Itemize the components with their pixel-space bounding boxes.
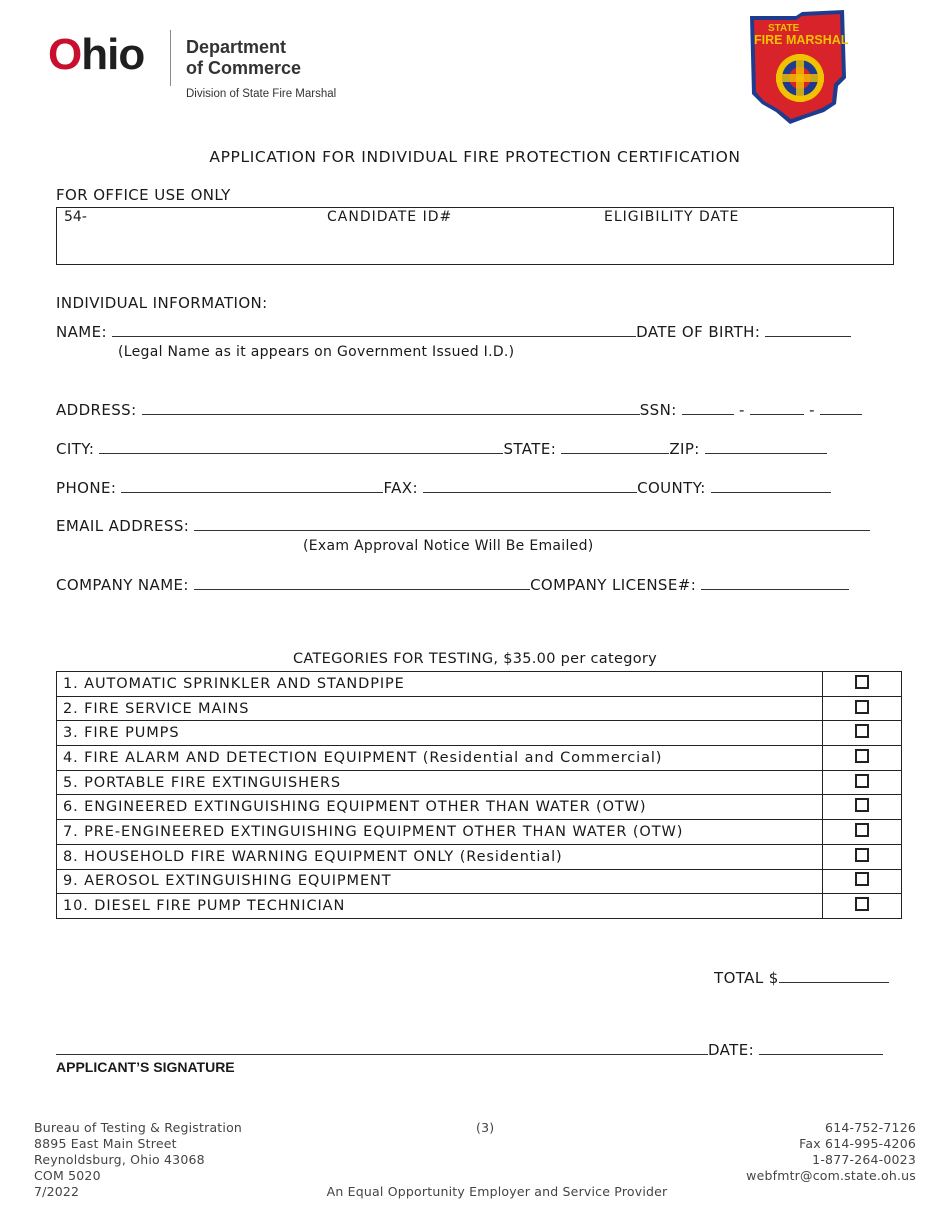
category-label: 7. PRE-ENGINEERED EXTINGUISHING EQUIPMENT OTHER THAN WATER (OTW) — [57, 820, 823, 845]
address-row — [56, 401, 862, 419]
category-checkbox-cell — [823, 672, 902, 697]
category-checkbox-cell — [823, 795, 902, 820]
category-label: 4. FIRE ALARM AND DETECTION EQUIPMENT (Residential and Commercial) — [57, 746, 823, 771]
category-label: 2. FIRE SERVICE MAINS — [57, 696, 823, 721]
city-field[interactable] — [99, 440, 503, 454]
phone-row — [56, 479, 831, 497]
category-checkbox-cell — [823, 820, 902, 845]
category-row — [57, 672, 902, 697]
ohio-logo — [48, 30, 144, 80]
page-number: (3) — [476, 1120, 495, 1135]
category-row — [57, 869, 902, 894]
category-checkbox[interactable] — [855, 872, 869, 886]
category-checkbox-cell — [823, 746, 902, 771]
category-label: 1. AUTOMATIC SPRINKLER AND STANDPIPE — [57, 672, 823, 697]
footer-form-number: COM 5020 — [34, 1168, 101, 1183]
category-checkbox[interactable] — [855, 848, 869, 862]
division-name: Division of State Fire Marshal — [186, 88, 337, 100]
date-label: DATE: — [708, 1041, 755, 1059]
signature-date-field[interactable] — [759, 1041, 883, 1055]
city-label: CITY: — [56, 440, 95, 458]
total-field[interactable] — [779, 969, 889, 983]
categories-title: CATEGORIES FOR TESTING, $35.00 per category — [292, 651, 658, 667]
category-checkbox-cell — [823, 770, 902, 795]
category-row — [57, 894, 902, 919]
ssn-label: SSN: — [639, 401, 677, 419]
ssn-dash: - — [739, 401, 745, 419]
address-label: ADDRESS: — [56, 401, 137, 419]
footer-phone: 614-752-7126 — [825, 1120, 916, 1135]
category-checkbox[interactable] — [855, 749, 869, 763]
ssn-part3-field[interactable] — [820, 401, 862, 415]
state-label: STATE: — [503, 440, 557, 458]
signature-field[interactable] — [56, 1041, 708, 1055]
category-row — [57, 696, 902, 721]
categories-table — [56, 671, 902, 919]
signature-label: APPLICANT’S SIGNATURE — [56, 1059, 235, 1075]
seal-text-top: STATE — [768, 23, 800, 34]
category-checkbox-cell — [823, 894, 902, 919]
category-checkbox[interactable] — [855, 823, 869, 837]
category-label: 8. HOUSEHOLD FIRE WARNING EQUIPMENT ONLY (Residential) — [57, 844, 823, 869]
footer-email: webfmtr@com.state.oh.us — [746, 1168, 916, 1183]
individual-info-heading: INDIVIDUAL INFORMATION: — [56, 294, 268, 312]
ssn-part2-field[interactable] — [750, 401, 804, 415]
total-label: TOTAL $ — [714, 969, 779, 987]
department-name-line1: Department — [186, 37, 287, 57]
category-checkbox[interactable] — [855, 897, 869, 911]
category-row — [57, 721, 902, 746]
company-row — [56, 576, 849, 594]
category-checkbox-cell — [823, 869, 902, 894]
category-row — [57, 820, 902, 845]
footer-revision-date: 7/2022 — [34, 1184, 80, 1199]
ohio-logo-text: Ohio — [48, 30, 145, 79]
name-note: (Legal Name as it appears on Government Issued I.D.) — [118, 344, 515, 360]
department-name-line2: of Commerce — [186, 58, 302, 78]
category-checkbox[interactable] — [855, 675, 869, 689]
company-name-label: COMPANY NAME: — [56, 576, 189, 594]
logo-divider — [170, 30, 171, 86]
company-license-label: COMPANY LICENSE#: — [530, 576, 697, 594]
state-field[interactable] — [561, 440, 669, 454]
state-fire-marshal-seal — [746, 8, 850, 124]
footer-eoe: An Equal Opportunity Employer and Service Provider — [326, 1184, 668, 1199]
office-use-label: FOR OFFICE USE ONLY — [56, 186, 231, 204]
eligibility-date-label: ELIGIBILITY DATE — [604, 209, 740, 225]
category-label: 10. DIESEL FIRE PUMP TECHNICIAN — [57, 894, 823, 919]
footer-bureau: Bureau of Testing & Registration — [34, 1120, 243, 1135]
category-checkbox[interactable] — [855, 724, 869, 738]
ssn-part1-field[interactable] — [682, 401, 734, 415]
company-license-field[interactable] — [701, 576, 849, 590]
category-label: 9. AEROSOL EXTINGUISHING EQUIPMENT — [57, 869, 823, 894]
dob-field[interactable] — [765, 323, 851, 337]
email-row — [56, 517, 870, 535]
category-checkbox-cell — [823, 696, 902, 721]
phone-field[interactable] — [121, 479, 383, 493]
category-row — [57, 746, 902, 771]
footer-fax: Fax 614-995-4206 — [799, 1136, 916, 1151]
email-label: EMAIL ADDRESS: — [56, 517, 190, 535]
category-row — [57, 844, 902, 869]
email-note: (Exam Approval Notice Will Be Emailed) — [303, 538, 594, 554]
zip-label: ZIP: — [669, 440, 700, 458]
phone-label: PHONE: — [56, 479, 117, 497]
name-field[interactable] — [112, 323, 636, 337]
category-checkbox[interactable] — [855, 798, 869, 812]
footer-city: Reynoldsburg, Ohio 43068 — [34, 1152, 205, 1167]
category-checkbox-cell — [823, 844, 902, 869]
city-row — [56, 440, 827, 458]
county-field[interactable] — [711, 479, 831, 493]
dob-label: DATE OF BIRTH: — [636, 323, 761, 341]
fax-field[interactable] — [423, 479, 637, 493]
category-row — [57, 770, 902, 795]
county-label: COUNTY: — [637, 479, 706, 497]
signature-row — [56, 1041, 883, 1059]
office-use-box — [56, 207, 894, 265]
category-checkbox-cell — [823, 721, 902, 746]
footer-tollfree: 1-877-264-0023 — [812, 1152, 916, 1167]
office-use-prefix: 54- — [64, 209, 87, 225]
seal-text-main: FIRE MARSHAL — [754, 33, 849, 47]
footer-street: 8895 East Main Street — [34, 1136, 177, 1151]
category-checkbox[interactable] — [855, 774, 869, 788]
category-label: 3. FIRE PUMPS — [57, 721, 823, 746]
zip-field[interactable] — [705, 440, 827, 454]
footer-contact — [746, 1120, 916, 1184]
total-row — [714, 969, 889, 987]
name-row — [56, 323, 851, 341]
category-label: 5. PORTABLE FIRE EXTINGUISHERS — [57, 770, 823, 795]
email-field[interactable] — [194, 517, 870, 531]
form-title: APPLICATION FOR INDIVIDUAL FIRE PROTECTION CERTIFICATION — [209, 148, 741, 166]
candidate-id-label: CANDIDATE ID# — [327, 209, 453, 225]
company-name-field[interactable] — [194, 576, 530, 590]
ssn-dash: - — [809, 401, 815, 419]
fax-label: FAX: — [383, 479, 418, 497]
address-field[interactable] — [142, 401, 640, 415]
category-label: 6. ENGINEERED EXTINGUISHING EQUIPMENT OTHER THAN WATER (OTW) — [57, 795, 823, 820]
name-label: NAME: — [56, 323, 107, 341]
category-row — [57, 795, 902, 820]
category-checkbox[interactable] — [855, 700, 869, 714]
